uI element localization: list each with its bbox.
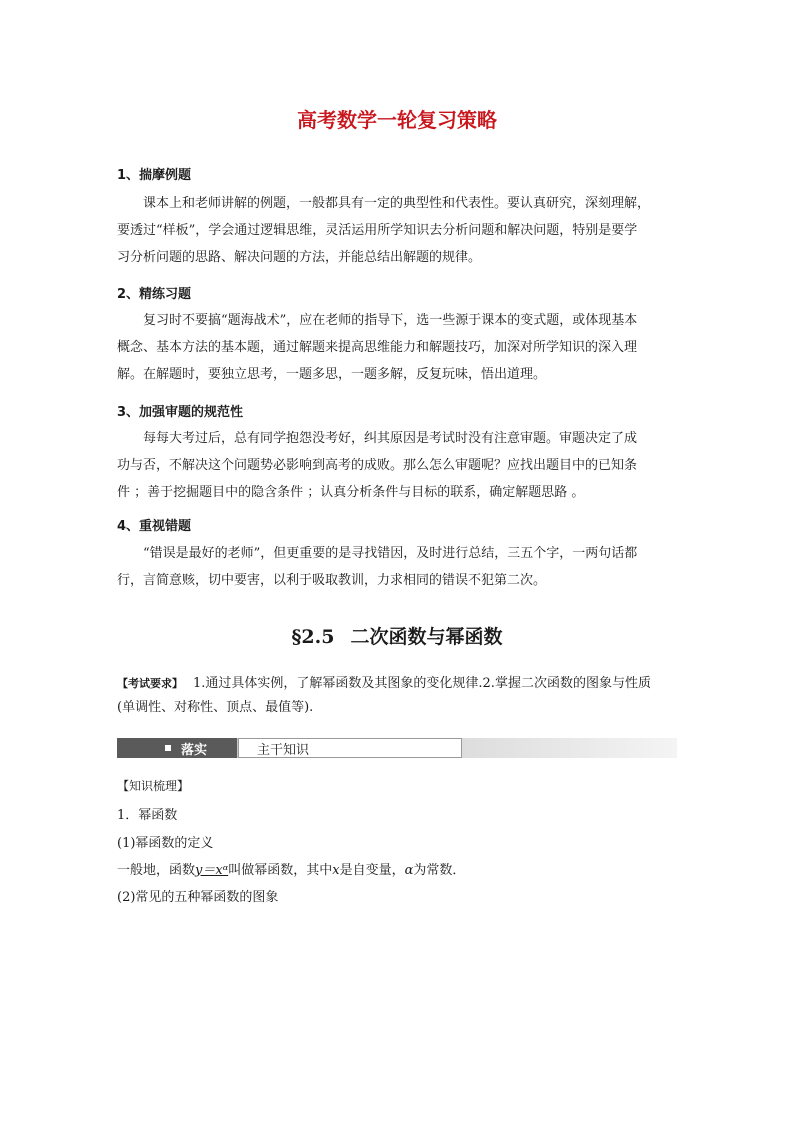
square-bullet-icon [165,745,171,751]
chapter-name: 二次函数与幂函数 [350,626,503,648]
knowledge-sub-2: (2)常见的五种幂函数的图象 [117,890,279,905]
def-suffix: 为常数． [413,863,466,878]
section-banner [117,738,677,758]
exam-requirements [117,672,677,720]
section-1-line-1: 课本上和老师讲解的例题，一般都具有一定的典型性和代表性。要认真研究，深刻理解， [143,196,651,211]
section-body-2 [117,307,677,388]
def-variable-x: x [332,863,340,878]
section-2-line-1: 复习时不要搞“题海战术”，应在老师的指导下，选一些源于课本的变式题，或体现基本 [143,313,638,328]
def-mid: 叫做幂函数，其中 [228,863,333,878]
chapter-number: §2.5 [291,626,335,648]
exam-req-line-2: (单调性、对称性、顶点、最值等). [117,700,314,715]
section-1-line-2: 要透过“样板”，学会通过逻辑思维，灵活运用所学知识去分析问题和解决问题，特别是要学 [117,223,638,238]
section-body-1 [117,190,677,271]
section-3-line-2: 功与否，不解决这个问题势必影响到高考的成败。那么怎么审题呢？应找出题目中的已知条 [117,458,638,473]
knowledge-tag: 【知识梳理】 [117,779,190,793]
section-2-line-3: 解。在解题时，要独立思考，一题多思，一题多解，反复玩味，悟出道理。 [117,367,547,382]
section-4-line-2: 行，言简意赅，切中要害，以利于吸取教训，力求相同的错误不犯第二次。 [117,573,547,588]
section-3-line-3: 件 ；善于挖掘题目中的隐含条件 ；认真分析条件与目标的联系，确定解题思路 。 [117,485,585,500]
document-title: 高考数学一轮复习策略 [297,108,497,132]
section-2-line-2: 概念、基本方法的基本题，通过解题来提高思维能力和解题技巧，加深对所学知识的深入理 [117,340,638,355]
section-heading-3: 3、加强审题的规范性 [117,405,244,420]
section-4-line-1: “错误是最好的老师”，但更重要的是寻找错因，及时进行总结，三五个字，一两句话都 [143,546,638,561]
section-heading-2: 2、精练习题 [117,287,192,302]
banner-right-label: 主干知识 [257,743,310,758]
exam-req-tag: 【考试要求】 [117,677,183,690]
section-body-4 [117,540,677,594]
section-1-line-3: 习分析问题的思路、解决问题的方法，并能总结出解题的规律。 [117,250,482,265]
chapter-title [0,622,794,649]
section-heading-1: 1、揣摩例题 [117,168,192,183]
knowledge-sub-1: (1)幂函数的定义 [117,836,214,851]
def-prefix: 一般地，函数 [117,863,196,878]
def-formula: y＝xᵅ [195,863,229,878]
banner-dark-block [117,738,237,758]
exam-req-line-1: 1.通过具体实例，了解幂函数及其图象的变化规律.2.掌握二次函数的图象与性质 [193,676,651,691]
banner-left-label: 落实 [181,743,208,758]
knowledge-item-1: 1．幂函数 [117,808,178,823]
power-function-definition [117,859,465,878]
def-alpha: α [404,863,414,878]
section-3-line-1: 每每大考过后，总有同学抱怨没考好，纠其原因是考试时没有注意审题。审题决定了成 [143,431,638,446]
section-heading-4: 4、重视错题 [117,519,192,534]
section-body-3 [117,425,677,506]
def-mid-2: 是自变量， [339,863,405,878]
